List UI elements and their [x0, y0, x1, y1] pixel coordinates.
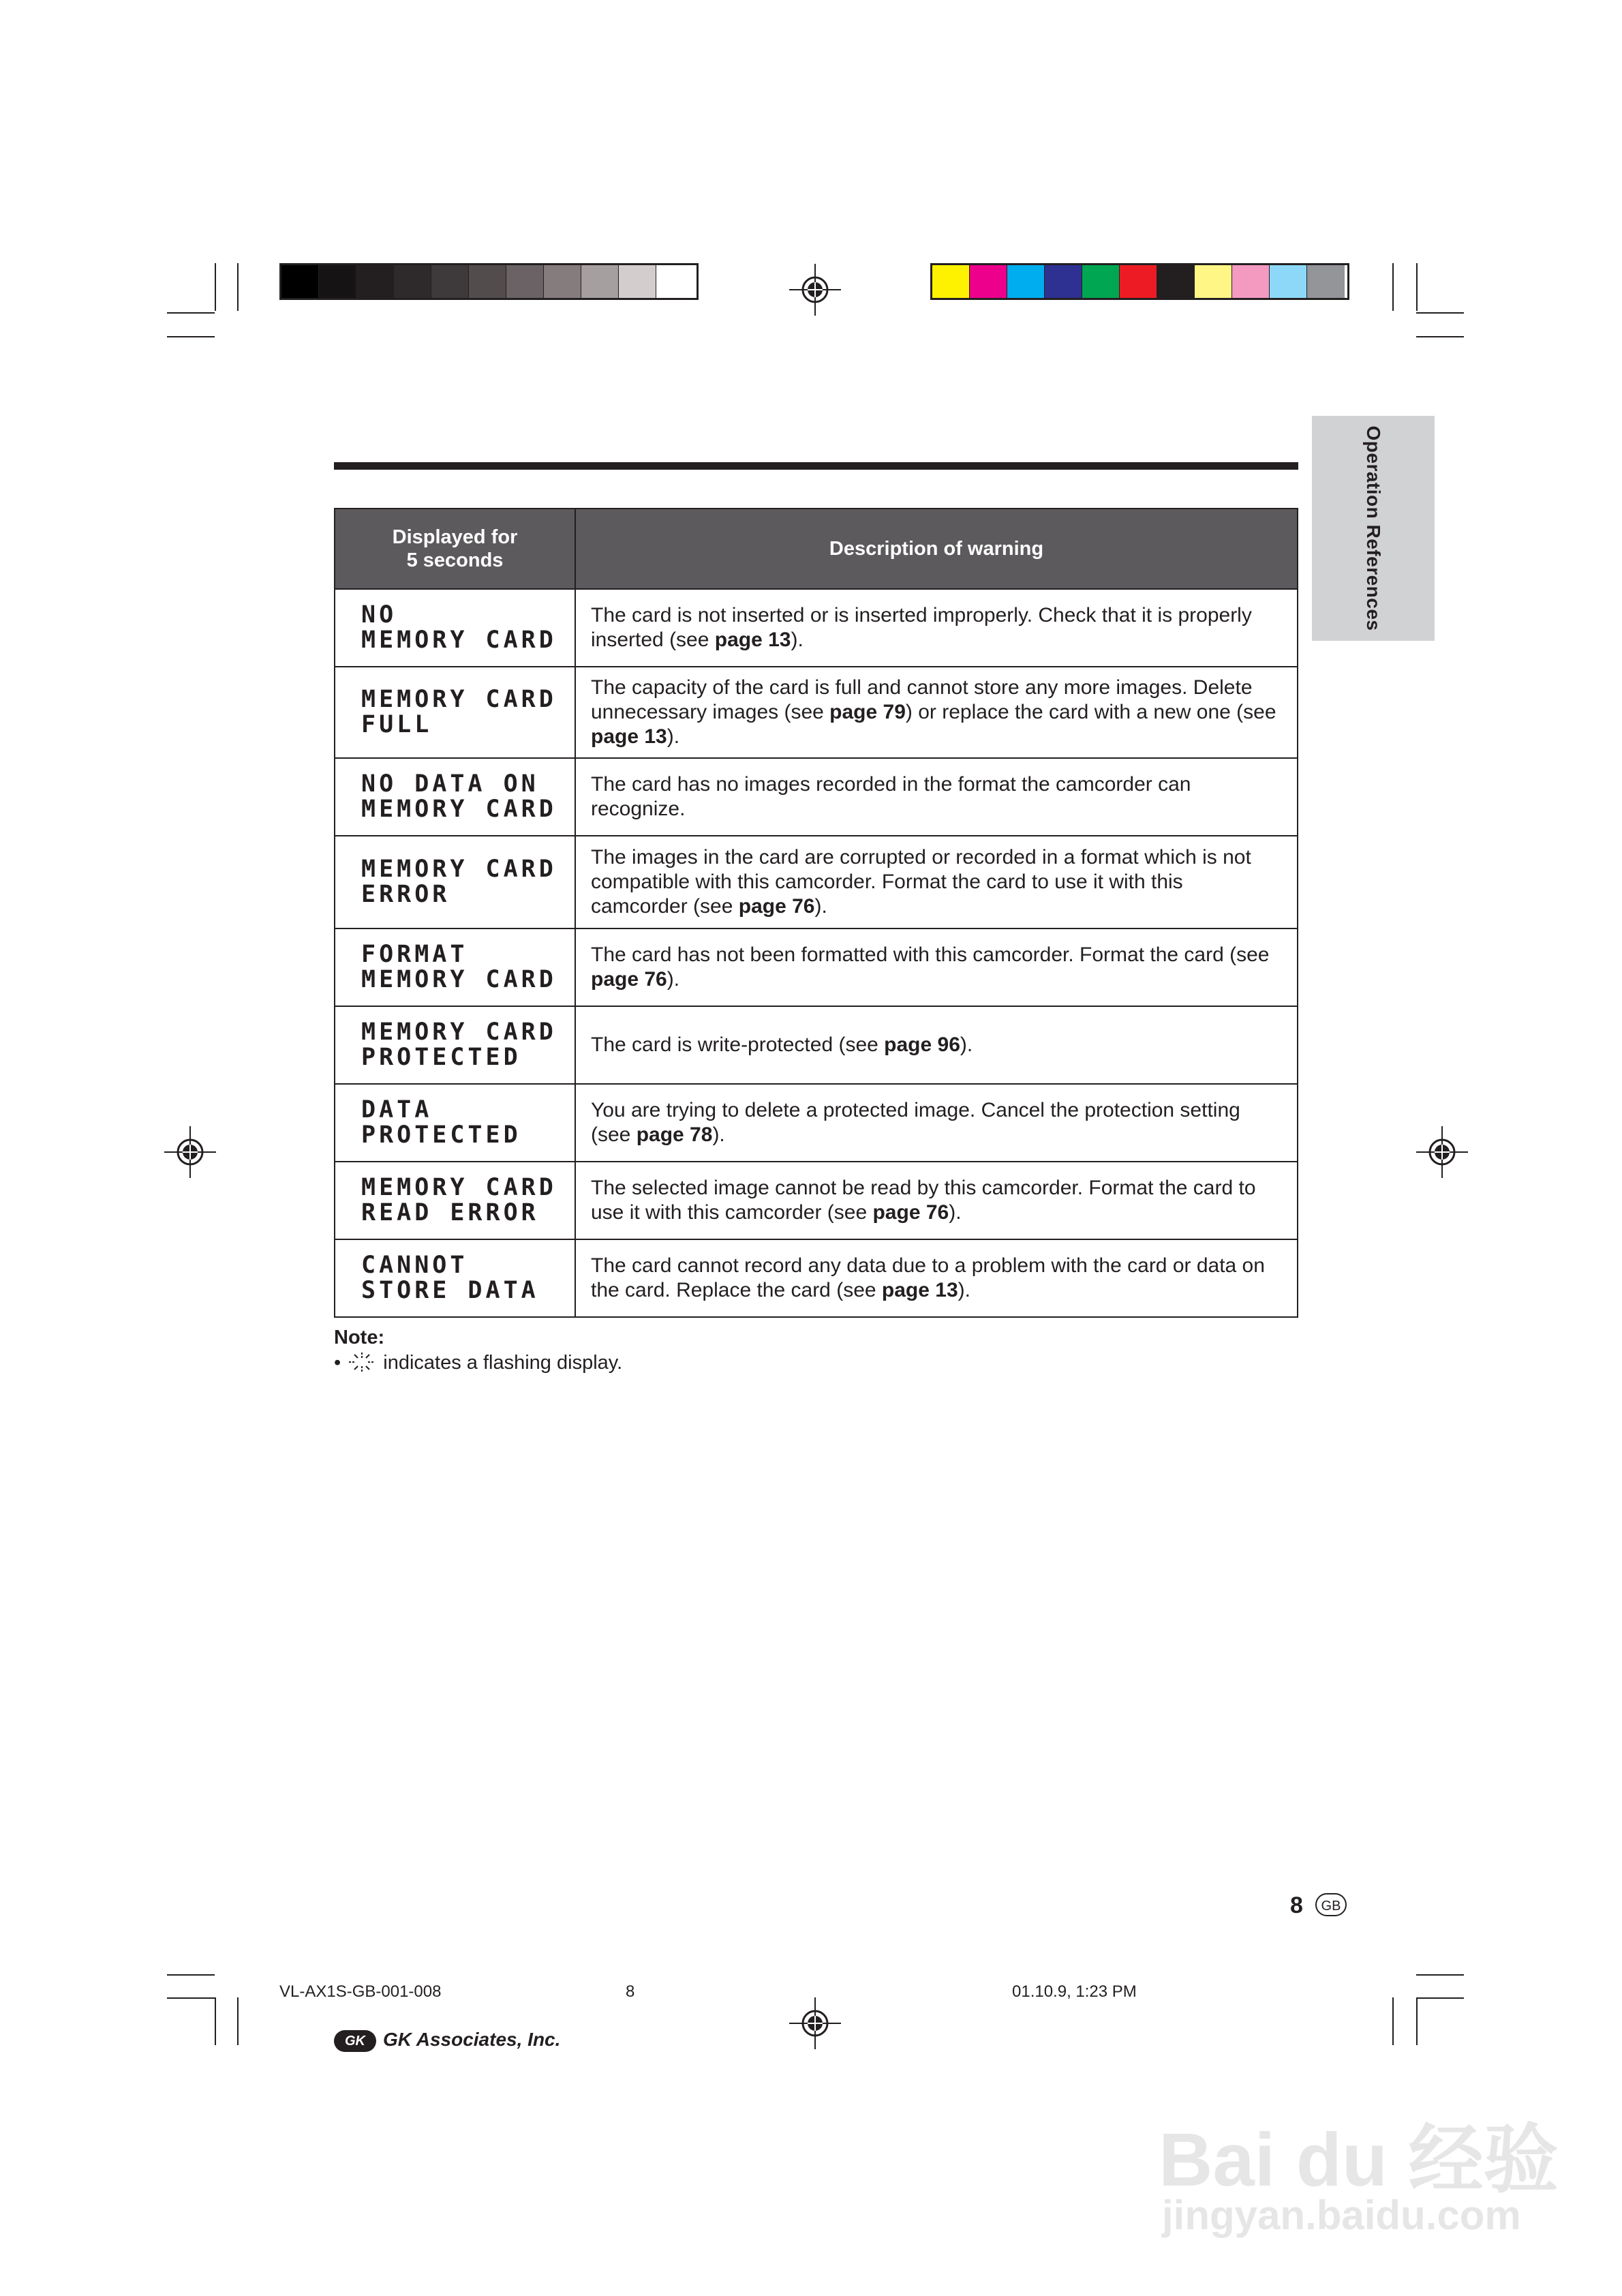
description-text: ).: [814, 895, 827, 918]
column-header-displayed: Displayed for 5 seconds: [335, 509, 575, 589]
publisher-name: GK Associates, Inc.: [383, 2029, 561, 2050]
warning-description: [575, 589, 1298, 667]
warning-display-text: DATA PROTECTED: [335, 1084, 575, 1162]
section-tab: [1312, 416, 1435, 641]
registration-mark-icon: [789, 1997, 841, 2049]
table-row: [335, 836, 1298, 928]
color-swatch: [656, 265, 694, 298]
crop-mark: [167, 1974, 215, 1976]
table-row: [335, 758, 1298, 836]
warning-display-text: MEMORY CARD PROTECTED: [335, 1006, 575, 1084]
description-text: The card is not inserted or is inserted improperly. Check that it is properly inserted (see: [591, 604, 1252, 651]
page-reference: page 13: [881, 1279, 958, 1301]
section-tab-label: Operation References: [1363, 425, 1384, 631]
warning-description: [575, 1084, 1298, 1162]
color-swatch: [1270, 265, 1307, 298]
color-calibration-bar: [930, 263, 1349, 300]
page-reference: page 96: [884, 1033, 960, 1056]
footer-timestamp: 01.10.9, 1:23 PM: [1012, 1982, 1137, 2001]
footer-filename: VL-AX1S-GB-001-008: [279, 1982, 442, 2001]
note-bullet: •: [334, 1352, 341, 1374]
color-swatch: [1007, 265, 1045, 298]
color-swatch: [932, 265, 970, 298]
crop-mark: [167, 1997, 215, 1999]
description-text: ).: [712, 1123, 725, 1146]
color-swatch: [431, 265, 469, 298]
crop-mark: [1416, 1974, 1464, 1976]
description-text: The capacity of the card is full and cannot store any more images. Delete unnecessary images (see: [591, 676, 1253, 723]
watermark-brand: Bai du 经验: [1159, 2118, 1559, 2202]
page-reference: page 78: [636, 1123, 713, 1146]
warning-description: [575, 928, 1298, 1006]
description-text: ).: [791, 629, 804, 651]
table-header-row: [335, 509, 1298, 589]
color-swatch: [544, 265, 581, 298]
crop-mark: [1416, 336, 1464, 337]
warning-display-text: FORMAT MEMORY CARD: [335, 928, 575, 1006]
warning-description: [575, 667, 1298, 758]
color-swatch: [581, 265, 619, 298]
warning-description: [575, 1239, 1298, 1317]
crop-mark: [237, 263, 239, 311]
registration-mark-icon: [1416, 1126, 1468, 1178]
page-number: 8: [1290, 1892, 1303, 1918]
crop-mark: [167, 312, 215, 314]
description-text: ) or replace the card with a new one (see: [905, 701, 1276, 723]
table-row: [335, 1162, 1298, 1239]
warning-display-text: NO DATA ON MEMORY CARD: [335, 758, 575, 836]
warning-display-text: MEMORY CARD ERROR: [335, 836, 575, 928]
description-text: ).: [667, 968, 680, 991]
warning-description: [575, 758, 1298, 836]
color-swatch: [394, 265, 431, 298]
crop-mark: [1416, 312, 1464, 314]
color-swatch: [619, 265, 656, 298]
registration-mark-icon: [164, 1126, 216, 1178]
color-swatch: [1232, 265, 1270, 298]
table-row: [335, 1084, 1298, 1162]
warning-description: [575, 836, 1298, 928]
crop-mark: [215, 1997, 216, 2045]
warning-display-text: CANNOT STORE DATA: [335, 1239, 575, 1317]
footer-page: 8: [626, 1982, 635, 2001]
page-reference: page 13: [714, 629, 791, 651]
publisher: [334, 2029, 560, 2052]
color-swatch: [1120, 265, 1157, 298]
crop-mark: [1392, 263, 1394, 311]
color-swatch: [1082, 265, 1120, 298]
page-reference: page 76: [591, 968, 667, 991]
color-swatch: [1195, 265, 1232, 298]
description-text: ).: [667, 725, 680, 748]
description-text: ).: [949, 1201, 962, 1224]
table-row: [335, 928, 1298, 1006]
crop-mark: [215, 263, 216, 311]
page-reference: page 76: [872, 1201, 949, 1224]
crop-mark: [1416, 263, 1418, 311]
color-swatch: [506, 265, 544, 298]
description-text: You are trying to delete a protected image. Cancel the protection setting (see: [591, 1099, 1240, 1146]
color-swatch: [1045, 265, 1082, 298]
crop-mark: [1416, 1997, 1464, 1999]
note-title: Note:: [334, 1327, 385, 1348]
table-row: [335, 589, 1298, 667]
description-text: The selected image cannot be read by this camcorder. Format the card to use it with this camcorder (see: [591, 1177, 1256, 1224]
color-swatch: [1307, 265, 1345, 298]
color-swatch: [970, 265, 1007, 298]
description-text: The card cannot record any data due to a problem with the card or data on the card. Replace the card (see: [591, 1254, 1265, 1301]
warning-description: [575, 1162, 1298, 1239]
crop-mark: [167, 336, 215, 337]
color-swatch: [319, 265, 356, 298]
table-row: [335, 1006, 1298, 1084]
description-text: ).: [960, 1033, 973, 1056]
watermark-url: jingyan.baidu.com: [1162, 2192, 1521, 2238]
crop-mark: [237, 1997, 239, 2045]
table-row: [335, 667, 1298, 758]
header-rule: [334, 462, 1298, 470]
warning-display-text: MEMORY CARD FULL: [335, 667, 575, 758]
grayscale-calibration-bar: [279, 263, 699, 300]
warning-display-text: MEMORY CARD READ ERROR: [335, 1162, 575, 1239]
description-text: The card has not been formatted with this camcorder. Format the card (see: [591, 943, 1270, 966]
warning-table: [334, 508, 1298, 1318]
warning-description: [575, 1006, 1298, 1084]
description-text: The card is write-protected (see: [591, 1033, 885, 1056]
warning-display-text: NO MEMORY CARD: [335, 589, 575, 667]
description-text: ).: [958, 1279, 970, 1301]
page-reference: page 13: [591, 725, 667, 748]
page-reference: page 79: [829, 701, 906, 723]
note-text: indicates a flashing display.: [383, 1352, 623, 1374]
color-swatch: [469, 265, 506, 298]
description-text: The card has no images recorded in the format the camcorder can recognize.: [591, 773, 1191, 820]
registration-mark-icon: [789, 264, 841, 316]
note-line: [334, 1351, 622, 1374]
column-header-description: Description of warning: [575, 509, 1298, 589]
publisher-logo: GK: [334, 2030, 376, 2052]
description-text: The images in the card are corrupted or recorded in a format which is not compatible with this camcorder. Format the card to use it with this camcorder (see: [591, 846, 1251, 918]
color-swatch: [1157, 265, 1195, 298]
crop-mark: [1416, 1997, 1418, 2045]
crop-mark: [1392, 1997, 1394, 2045]
flashing-indicator-icon: [346, 1351, 378, 1373]
color-swatch: [281, 265, 319, 298]
page-reference: page 76: [738, 895, 815, 918]
color-swatch: [356, 265, 394, 298]
table-row: [335, 1239, 1298, 1317]
region-badge: GB: [1315, 1893, 1347, 1916]
